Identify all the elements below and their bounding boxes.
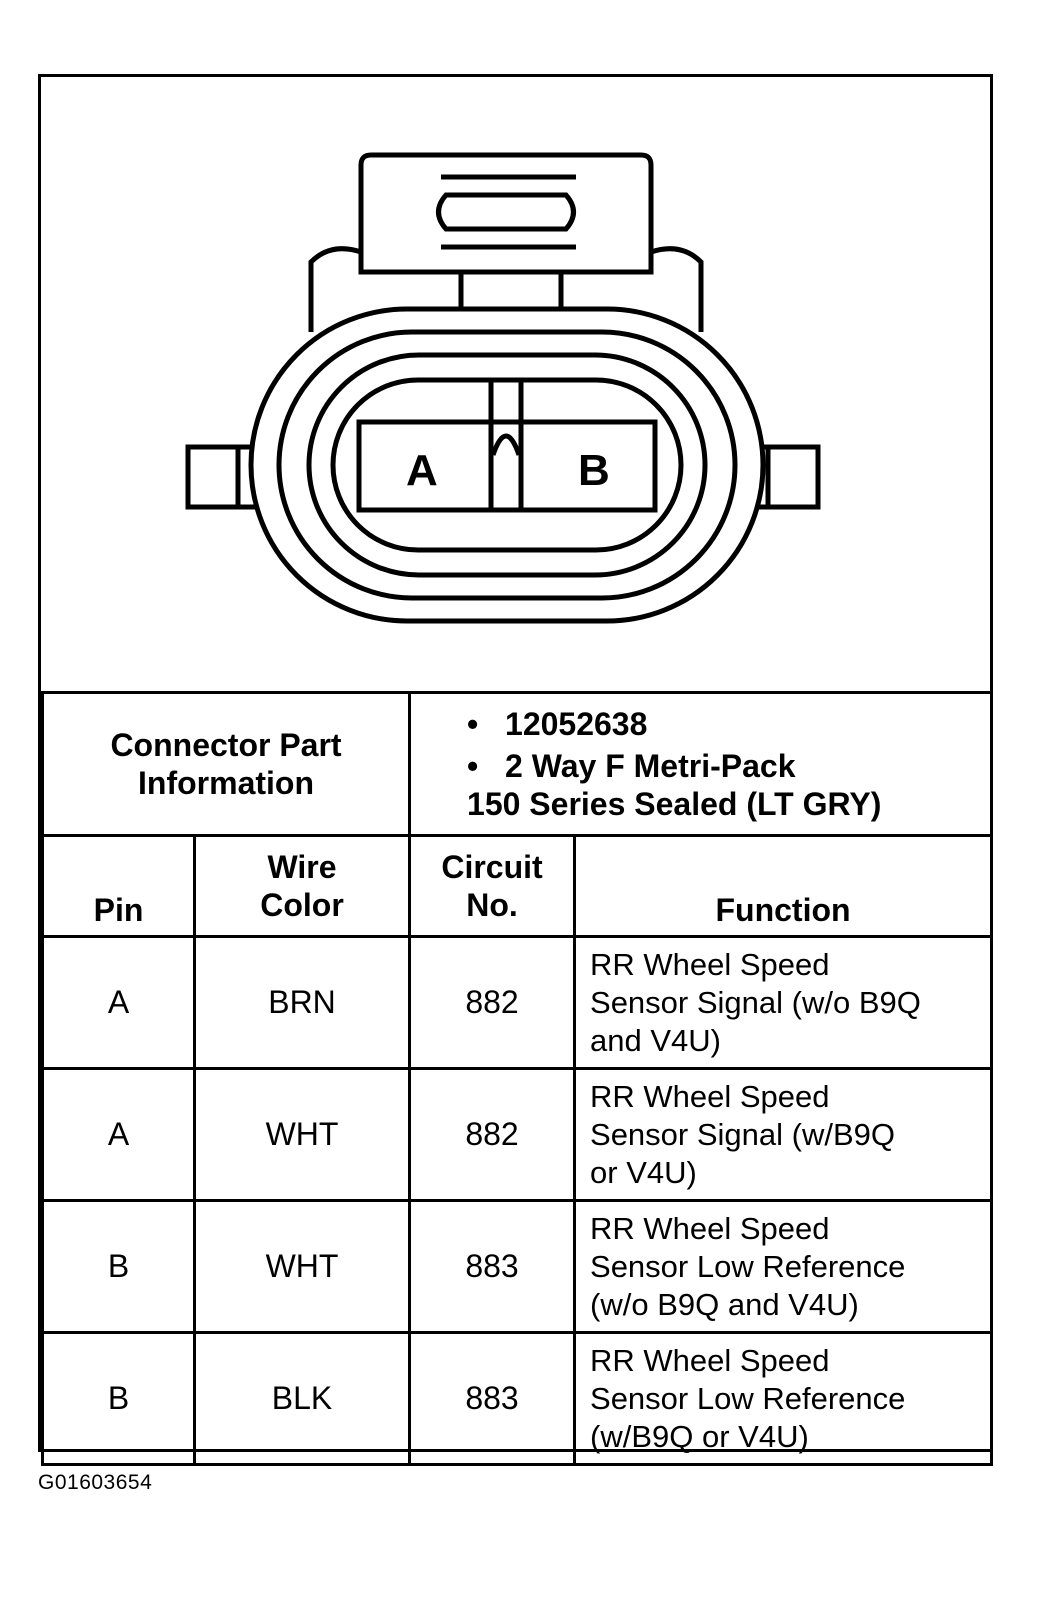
table-header-row — [43, 836, 992, 937]
locking-tab — [361, 155, 651, 272]
pin-cell: B — [43, 1201, 195, 1333]
pin-cell: A — [43, 937, 195, 1069]
wire-color-cell: BRN — [195, 937, 410, 1069]
function-line: Sensor Signal (w/B9Q — [590, 1116, 895, 1152]
part-description-line2: 150 Series Sealed (LT GRY) — [467, 786, 882, 822]
function-line: RR Wheel Speed — [590, 1342, 830, 1378]
table-row — [43, 1069, 992, 1201]
function-line: (w/B9Q or V4U) — [590, 1418, 809, 1454]
header-function: Function — [575, 836, 992, 937]
function-cell — [575, 937, 992, 1069]
function-line: Sensor Low Reference — [590, 1248, 906, 1284]
header-wire-color-line1: Wire — [267, 849, 337, 885]
connector-face-diagram — [41, 77, 990, 691]
table-row — [43, 937, 992, 1069]
wire-color-cell: WHT — [195, 1069, 410, 1201]
table-row — [43, 1333, 992, 1465]
circuit-cell: 882 — [410, 1069, 575, 1201]
pin-a-label: A — [406, 446, 438, 495]
part-description-line1: 2 Way F Metri-Pack — [505, 748, 796, 784]
header-circuit-line1: Circuit — [441, 849, 543, 885]
function-cell — [575, 1069, 992, 1201]
header-circuit-line2: No. — [466, 887, 518, 923]
connector-drawing — [41, 77, 990, 691]
function-line: Sensor Low Reference — [590, 1380, 906, 1416]
connector-info-frame — [38, 74, 993, 1452]
connector-part-label — [43, 693, 410, 836]
part-description-item — [467, 747, 990, 823]
circuit-cell: 882 — [410, 937, 575, 1069]
figure-id: G01603654 — [38, 1471, 153, 1494]
function-cell — [575, 1333, 992, 1465]
pin-cell: A — [43, 1069, 195, 1201]
connector-part-label-line1: Connector Part — [110, 727, 342, 763]
header-pin: Pin — [43, 836, 195, 937]
header-wire-color-line2: Color — [260, 887, 344, 923]
header-wire-color — [195, 836, 410, 937]
pin-b-label: B — [578, 446, 610, 495]
pin-cell: B — [43, 1333, 195, 1465]
circuit-cell: 883 — [410, 1333, 575, 1465]
tab-slot — [439, 195, 574, 229]
connector-info-table — [41, 691, 993, 1466]
function-line: (w/o B9Q and V4U) — [590, 1286, 859, 1322]
function-line: and V4U) — [590, 1022, 721, 1058]
wire-color-cell: BLK — [195, 1333, 410, 1465]
function-line: or V4U) — [590, 1154, 697, 1190]
connector-part-label-line2: Information — [138, 765, 314, 801]
function-line: RR Wheel Speed — [590, 946, 830, 982]
function-line: RR Wheel Speed — [590, 1210, 830, 1246]
part-number-item — [467, 705, 990, 743]
bullet: • — [467, 748, 479, 784]
header-circuit — [410, 836, 575, 937]
table-row — [43, 1201, 992, 1333]
connector-part-values — [410, 693, 992, 836]
part-number: 12052638 — [505, 706, 648, 742]
circuit-cell: 883 — [410, 1201, 575, 1333]
function-cell — [575, 1201, 992, 1333]
function-line: RR Wheel Speed — [590, 1078, 830, 1114]
function-line: Sensor Signal (w/o B9Q — [590, 984, 921, 1020]
connector-part-row — [43, 693, 992, 836]
wire-color-cell: WHT — [195, 1201, 410, 1333]
bullet: • — [467, 706, 479, 742]
